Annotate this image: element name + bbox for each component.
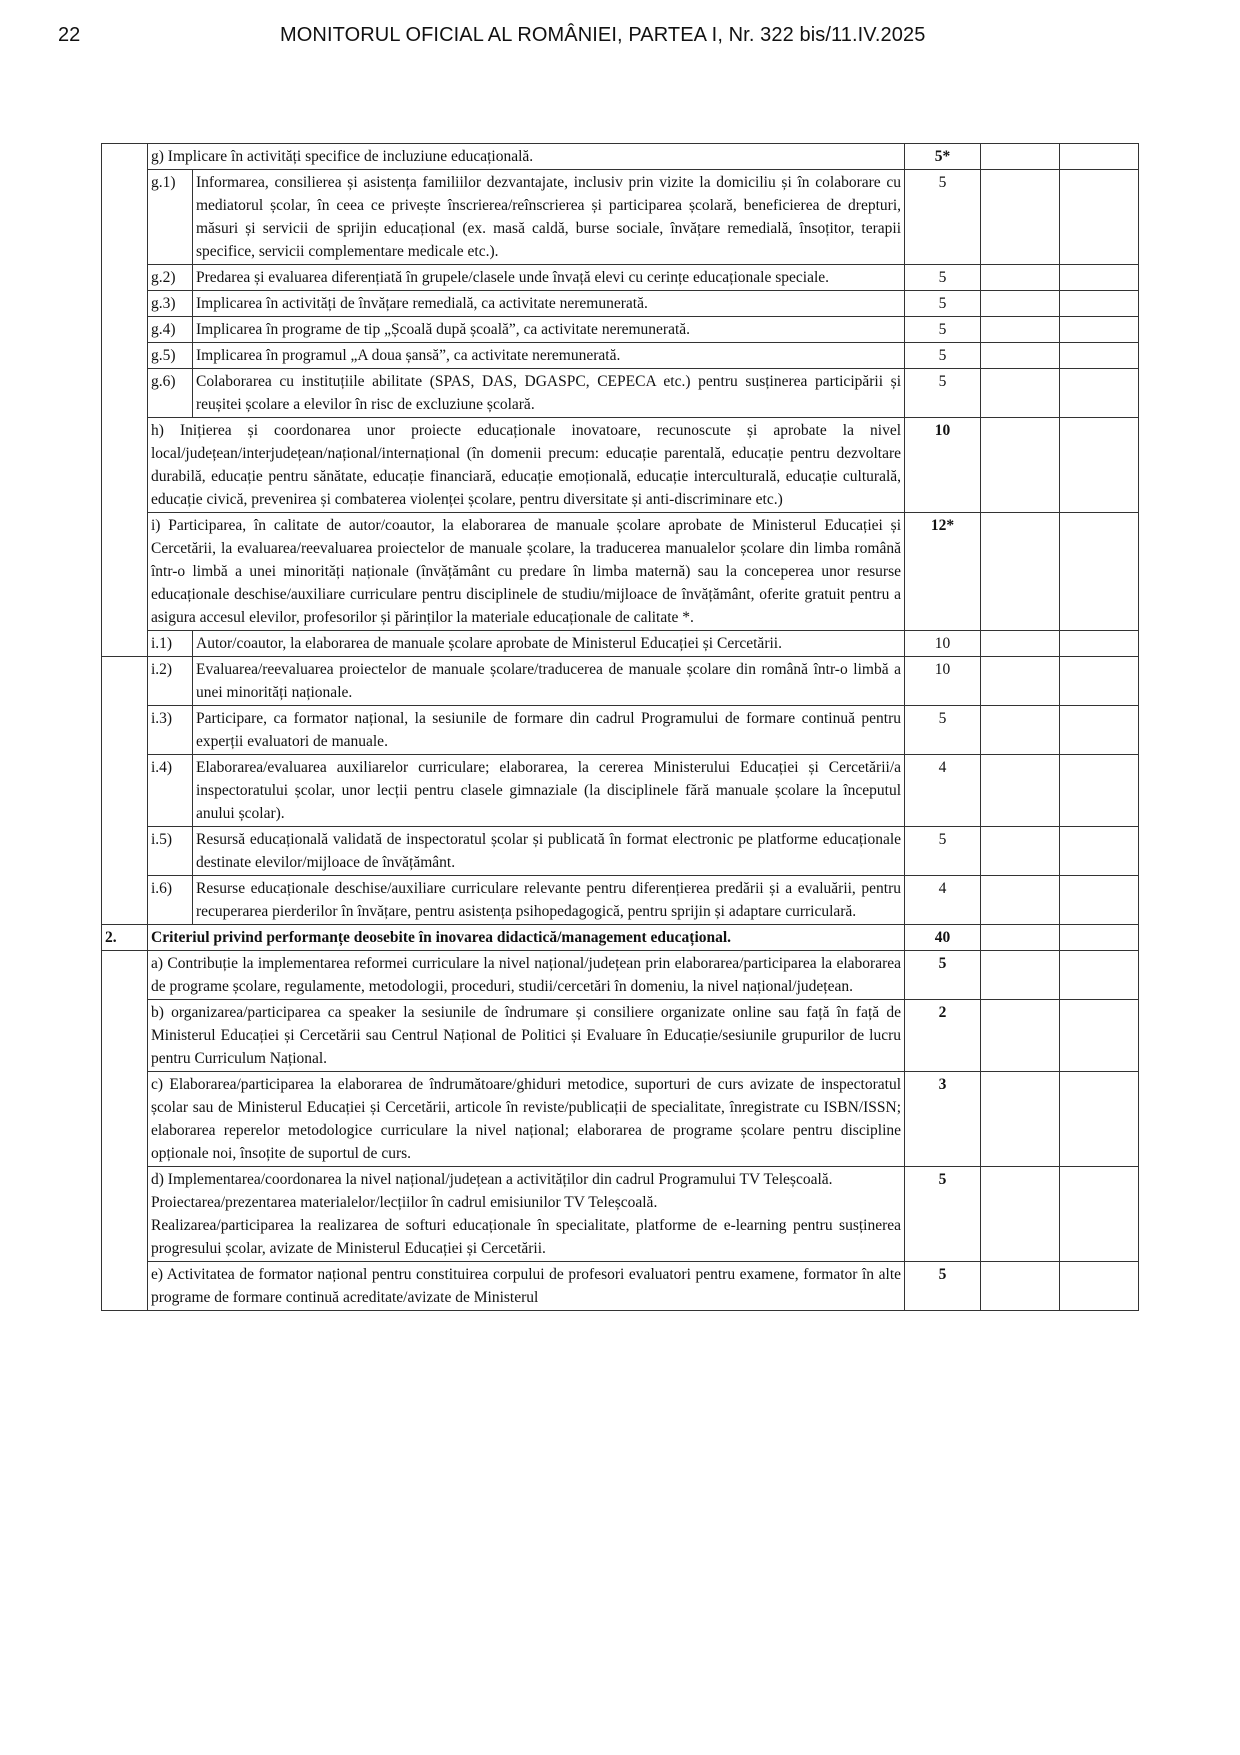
points-cell: 4 <box>905 755 981 827</box>
subitem-code: g.3) <box>148 291 193 317</box>
subitem-code: g.6) <box>148 369 193 418</box>
description-line: Proiectarea/prezentarea materialelor/lecțiilor în cadrul emisiunilor TV Teleșcoală. <box>151 1194 658 1211</box>
points-cell: 40 <box>905 925 981 951</box>
subitem-description: Participare, ca formator național, la sesiunile de formare din cadrul Programului de formare continuă pentru experții evaluatori de manuale. <box>193 706 905 755</box>
score-cell <box>1060 513 1139 631</box>
points-cell: 5 <box>905 265 981 291</box>
points-cell: 5 <box>905 1167 981 1262</box>
score-cell <box>981 265 1060 291</box>
score-cell <box>1060 631 1139 657</box>
criteria-table <box>101 143 1139 1311</box>
description-line: d) Implementarea/coordonarea la nivel național/județean a activităților din cadrul Programului TV Teleșcoală. <box>151 1171 833 1188</box>
score-cell <box>1060 369 1139 418</box>
subitem-code: g.4) <box>148 317 193 343</box>
table-row <box>102 343 1139 369</box>
score-cell <box>981 876 1060 925</box>
subitem-code: i.4) <box>148 755 193 827</box>
score-cell <box>1060 343 1139 369</box>
table-row <box>102 418 1139 513</box>
score-cell <box>1060 1000 1139 1072</box>
table-row <box>102 291 1139 317</box>
score-cell <box>981 1072 1060 1167</box>
table-row <box>102 317 1139 343</box>
table-row <box>102 876 1139 925</box>
subitem-description: Informarea, consilierea și asistența familiilor dezvantajate, inclusiv prin vizite la domiciliu și în colaborare cu mediatorul școlar, în ceea ce privește înscrierea/reînscrierea și participarea școlară, beneficierea de drepturi, măsuri și servicii de sprijin educațional (ex. masă caldă, burse sociale, învățare remedială, însoțitor, terapii specifice, servicii complementare medicale etc.). <box>193 170 905 265</box>
points-cell: 4 <box>905 876 981 925</box>
criterion-number-cell <box>102 657 148 925</box>
criterion-description: b) organizarea/participarea ca speaker la sesiunile de îndrumare și consiliere organizate online sau față în față de Ministerul Educației și Cercetării sau Centrul Național de Politici și Evaluare în Educație/sesiunile grupurilor de lucru pentru Curriculum Național. <box>148 1000 905 1072</box>
score-cell <box>981 1262 1060 1311</box>
score-cell <box>981 1000 1060 1072</box>
score-cell <box>981 291 1060 317</box>
criterion-number-cell <box>102 951 148 1311</box>
page-header <box>0 20 1240 52</box>
table-row <box>102 657 1139 706</box>
points-cell: 10 <box>905 631 981 657</box>
score-cell <box>1060 418 1139 513</box>
criterion-description: h) Inițierea și coordonarea unor proiecte educaționale inovatoare, recunoscute și aprobate la nivel local/județean/interjudețean/național/internațional (în domenii precum: educație parentală, educație pentru dezvoltare durabilă, educație pentru sănătate, educație financiară, educație emoțională, educație interculturală, educație culturală, educație civică, prevenirea și combaterea violenței școlare, pentru diversitate și anti-discriminare etc.) <box>148 418 905 513</box>
score-cell <box>981 755 1060 827</box>
subitem-description: Elaborarea/evaluarea auxiliarelor curriculare; elaborarea, la cererea Ministerului Educației și Cercetării/a inspectoratului școlar, unor lecții pentru clasele gimnaziale (la disciplinele fără manuale școlare la începutul anului școlar). <box>193 755 905 827</box>
criterion-description: g) Implicare în activități specifice de incluziune educațională. <box>148 144 905 170</box>
table-row <box>102 755 1139 827</box>
points-cell: 5 <box>905 827 981 876</box>
subitem-description: Implicarea în activități de învățare remedială, ca activitate neremunerată. <box>193 291 905 317</box>
subitem-code: i.6) <box>148 876 193 925</box>
score-cell <box>981 317 1060 343</box>
score-cell <box>981 951 1060 1000</box>
table-row <box>102 925 1139 951</box>
points-cell: 5* <box>905 144 981 170</box>
score-cell <box>1060 1167 1139 1262</box>
score-cell <box>981 369 1060 418</box>
subitem-description: Predarea și evaluarea diferențiată în grupele/clasele unde învață elevi cu cerințe educaționale speciale. <box>193 265 905 291</box>
score-cell <box>1060 1262 1139 1311</box>
subitem-description: Evaluarea/reevaluarea proiectelor de manuale școlare/traducerea de manuale școlare din română într-o limbă a unei minorități naționale. <box>193 657 905 706</box>
score-cell <box>1060 706 1139 755</box>
table-row <box>102 1072 1139 1167</box>
subitem-code: i.5) <box>148 827 193 876</box>
score-cell <box>1060 876 1139 925</box>
points-cell: 5 <box>905 951 981 1000</box>
score-cell <box>1060 827 1139 876</box>
points-cell: 5 <box>905 706 981 755</box>
score-cell <box>1060 951 1139 1000</box>
score-cell <box>981 418 1060 513</box>
table-row <box>102 144 1139 170</box>
table-row <box>102 369 1139 418</box>
subitem-code: g.5) <box>148 343 193 369</box>
table-row <box>102 170 1139 265</box>
subitem-code: i.2) <box>148 657 193 706</box>
subitem-code: g.2) <box>148 265 193 291</box>
score-cell <box>981 706 1060 755</box>
score-cell <box>981 170 1060 265</box>
points-cell: 5 <box>905 369 981 418</box>
points-cell: 5 <box>905 317 981 343</box>
subitem-description: Autor/coautor, la elaborarea de manuale școlare aprobate de Ministerul Educației și Cercetării. <box>193 631 905 657</box>
header-title: MONITORUL OFICIAL AL ROMÂNIEI, PARTEA I, Nr. 322 bis/11.IV.2025 <box>280 24 926 46</box>
table-row <box>102 827 1139 876</box>
criterion-description <box>148 1167 905 1262</box>
score-cell <box>1060 1072 1139 1167</box>
score-cell <box>1060 144 1139 170</box>
page-number: 22 <box>58 24 81 46</box>
points-cell: 5 <box>905 1262 981 1311</box>
table-row <box>102 1262 1139 1311</box>
table-row <box>102 513 1139 631</box>
points-cell: 5 <box>905 170 981 265</box>
table-row <box>102 1000 1139 1072</box>
criterion-description: i) Participarea, în calitate de autor/coautor, la elaborarea de manuale școlare aprobate de Ministerul Educației și Cercetării, la evaluarea/reevaluarea proiectelor de manuale școlare, la traducerea manualelor școlare din limba română într-o limbă a unei minorități naționale (învățământ cu predare în limba maternă) sau la conceperea unor resurse educaționale deschise/auxiliare curriculare pentru disciplinele de studiu/mijloace de învățământ, oferite gratuit pentru a asigura accesul elevilor, profesorilor și părinților la materiale educaționale de calitate *. <box>148 513 905 631</box>
points-cell: 12* <box>905 513 981 631</box>
subitem-description: Resurse educaționale deschise/auxiliare curriculare relevante pentru diferențierea predării și a evaluării, pentru recuperarea pierderilor în învățare, pentru asistența psihopedagogică, pentru sprijin și adaptare curriculară. <box>193 876 905 925</box>
score-cell <box>1060 170 1139 265</box>
criterion-description: a) Contribuție la implementarea reformei curriculare la nivel național/județean prin elaborarea/participarea la elaborarea de programe școlare, regulamente, metodologii, proceduri, studii/cercetări în domeniu, la nivel național/județean. <box>148 951 905 1000</box>
criterion-number: 2. <box>102 925 148 951</box>
subitem-description: Implicarea în programe de tip „Școală după școală”, ca activitate neremunerată. <box>193 317 905 343</box>
subitem-code: i.3) <box>148 706 193 755</box>
points-cell: 2 <box>905 1000 981 1072</box>
score-cell <box>981 513 1060 631</box>
subitem-code: g.1) <box>148 170 193 265</box>
subitem-description: Resursă educațională validată de inspectoratul școlar și publicată în format electronic pe platforme educaționale destinate elevilor/mijloace de învățământ. <box>193 827 905 876</box>
score-cell <box>1060 925 1139 951</box>
score-cell <box>1060 755 1139 827</box>
points-cell: 5 <box>905 343 981 369</box>
score-cell <box>1060 317 1139 343</box>
subitem-description: Implicarea în programul „A doua șansă”, ca activitate neremunerată. <box>193 343 905 369</box>
subitem-code: i.1) <box>148 631 193 657</box>
criterion-title: Criteriul privind performanțe deosebite în inovarea didactică/management educațional. <box>148 925 905 951</box>
score-cell <box>981 144 1060 170</box>
table-row <box>102 1167 1139 1262</box>
criterion-description: c) Elaborarea/participarea la elaborarea de îndrumătoare/ghiduri metodice, suporturi de curs avizate de inspectoratul școlar sau de Ministerul Educației și Cercetării, articole în reviste/publicații de specialitate, înregistrate cu ISBN/ISSN; elaborarea reperelor metodologice curriculare la nivel național; elaborarea de programe școlare pentru discipline opționale noi, însoțite de suportul de curs. <box>148 1072 905 1167</box>
score-cell <box>981 1167 1060 1262</box>
score-cell <box>1060 265 1139 291</box>
score-cell <box>981 925 1060 951</box>
points-cell: 10 <box>905 418 981 513</box>
score-cell <box>981 657 1060 706</box>
description-line: Realizarea/participarea la realizarea de softuri educaționale în specialitate, platforme de e-learning pentru susținerea progresului școlar, avizate de Ministerul Educației și Cercetării. <box>151 1217 902 1257</box>
table-row <box>102 706 1139 755</box>
table-row <box>102 631 1139 657</box>
points-cell: 10 <box>905 657 981 706</box>
criterion-description: e) Activitatea de formator național pentru constituirea corpului de profesori evaluatori pentru examene, formator în alte programe de formare continuă acreditate/avizate de Ministerul <box>148 1262 905 1311</box>
score-cell <box>1060 291 1139 317</box>
criterion-number-cell <box>102 144 148 657</box>
table-row <box>102 265 1139 291</box>
score-cell <box>981 343 1060 369</box>
points-cell: 5 <box>905 291 981 317</box>
subitem-description: Colaborarea cu instituțiile abilitate (SPAS, DAS, DGASPC, CEPECA etc.) pentru susținerea participării și reușitei școlare a elevilor în risc de excluziune școlară. <box>193 369 905 418</box>
score-cell <box>981 827 1060 876</box>
score-cell <box>1060 657 1139 706</box>
table-row <box>102 951 1139 1000</box>
points-cell: 3 <box>905 1072 981 1167</box>
score-cell <box>981 631 1060 657</box>
